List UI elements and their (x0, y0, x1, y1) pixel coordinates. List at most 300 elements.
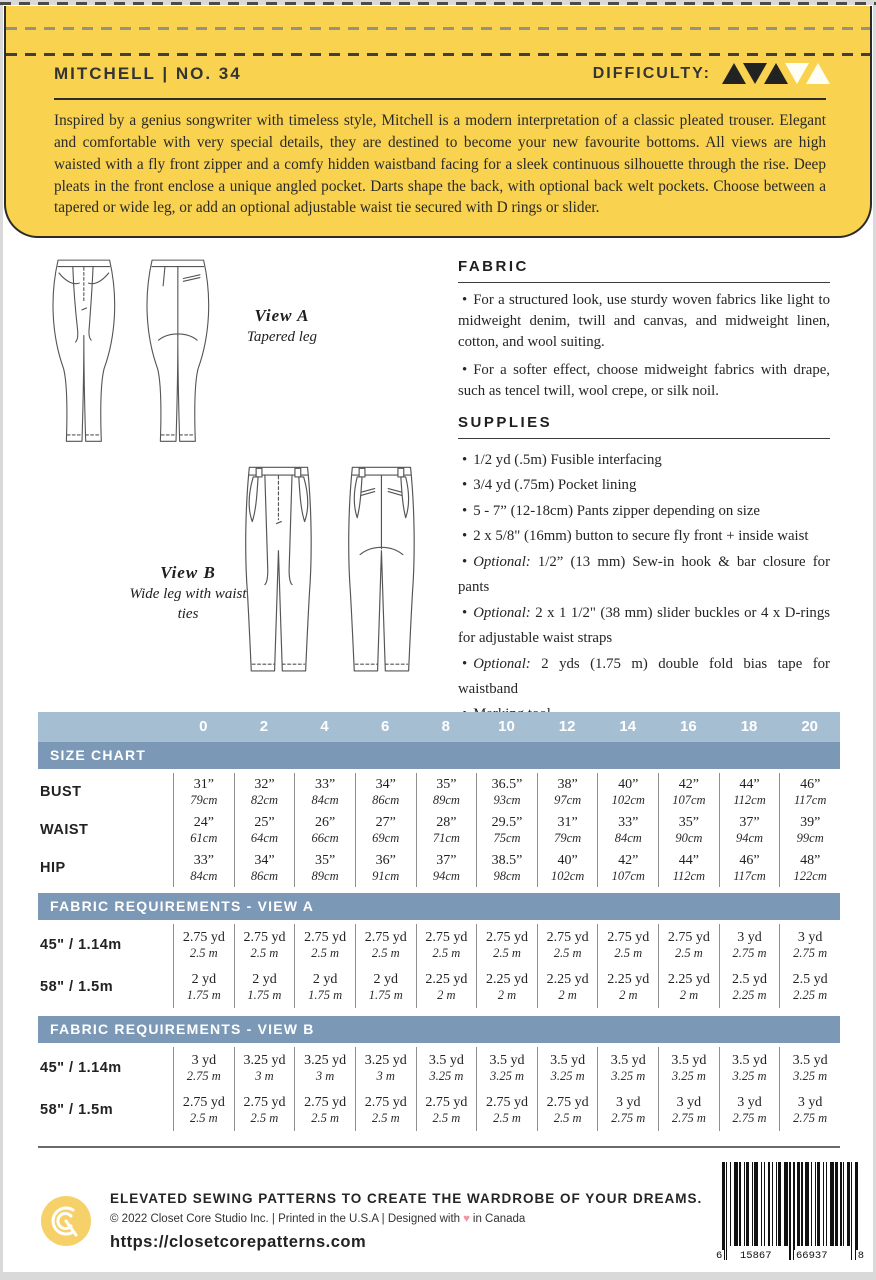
value-secondary: 84cm (614, 830, 642, 845)
value-primary: 2.75 yd (364, 1094, 407, 1110)
value-primary: 38.5” (491, 852, 523, 868)
view-a-req-row-cell (537, 966, 598, 1008)
value-secondary: 94cm (736, 830, 764, 845)
view-a-req-row-cell (597, 924, 658, 966)
size-chart-row-cell (719, 849, 780, 887)
barcode-bar (811, 1162, 812, 1246)
value-primary: 42” (678, 776, 699, 792)
view-b-req-row-cell (476, 1047, 537, 1089)
value-primary: 2.75 yd (485, 929, 528, 945)
value-primary: 28” (436, 814, 457, 830)
charts-section (38, 712, 840, 1131)
value-secondary: 75cm (493, 830, 521, 845)
barcode-bar (826, 1162, 827, 1246)
view-b-req-row-cell (537, 1047, 598, 1089)
value-primary: 35” (678, 814, 699, 830)
value-primary: 46” (739, 852, 760, 868)
view-b-requirements-band (38, 1016, 840, 1043)
view-a-req-row-cell (416, 924, 477, 966)
value-secondary: 89cm (311, 868, 339, 883)
footer-copyright (110, 1213, 525, 1225)
size-chart-row-cell (294, 773, 355, 811)
value-primary: 2.75 yd (425, 1094, 468, 1110)
value-secondary: 2.5 m (250, 945, 279, 960)
fabric-section (458, 258, 830, 402)
copyright-country: in Canada (472, 1213, 526, 1225)
difficulty-triangles (725, 63, 830, 84)
view-a-req-row-label: 58" / 1.5m (40, 979, 114, 995)
view-b-req-row-cell (719, 1047, 780, 1089)
barcode-bar (764, 1162, 765, 1246)
view-b-req-row-cell (294, 1089, 355, 1131)
value-primary: 3 yd (797, 1094, 823, 1110)
difficulty-label: DIFFICULTY: (592, 64, 711, 82)
value-secondary: 98cm (493, 868, 521, 883)
value-primary: 34” (254, 852, 275, 868)
barcode-bar (754, 1162, 758, 1246)
value-primary: 2.25 yd (607, 971, 650, 987)
barcode-bar (772, 1162, 773, 1246)
view-b-req-row-cell (779, 1089, 840, 1131)
value-secondary: 2.5 m (371, 945, 400, 960)
value-secondary: 2.75 m (186, 1068, 221, 1083)
value-primary: 3.25 yd (243, 1052, 286, 1068)
size-chart-row-cell (416, 811, 477, 849)
copyright-text: © 2022 Closet Core Studio Inc. | Printed in the U.S.A | Designed with (110, 1213, 461, 1225)
value-primary: 3.5 yd (550, 1052, 586, 1068)
view-a-req-row-cell (476, 924, 537, 966)
size-chart-row-cell (658, 849, 719, 887)
value-secondary: 2.5 m (250, 1110, 279, 1125)
view-b-req-row-cell (476, 1089, 537, 1131)
difficulty-rating (593, 63, 830, 84)
view-b-req-row-cell (234, 1089, 295, 1131)
value-secondary: 2.5 m (189, 1110, 218, 1125)
view-b-req-row-cell (355, 1089, 416, 1131)
footer-divider (38, 1146, 840, 1148)
fabric-heading: FABRIC (458, 258, 830, 283)
size-chart-row-cell (658, 773, 719, 811)
barcode-bar (835, 1162, 838, 1246)
size-chart-row-cell (779, 811, 840, 849)
value-secondary: 3.25 m (429, 1068, 464, 1083)
view-a-req-row-cell (597, 966, 658, 1008)
view-b-req-row-label: 58" / 1.5m (40, 1102, 114, 1118)
size-chart-row-cell (173, 811, 234, 849)
value-secondary: 2.5 m (311, 1110, 339, 1125)
size-chart-band-label: SIZE CHART (50, 747, 146, 763)
value-secondary: 2 m (558, 987, 577, 1002)
supplies-list (458, 448, 830, 753)
value-primary: 3 yd (737, 929, 762, 945)
optional-label: Optional: (473, 604, 536, 621)
view-a-req-row-cell (416, 966, 477, 1008)
bullet-glyph: • (462, 604, 468, 621)
view-a-req-row-cell (355, 924, 416, 966)
barcode-bar (801, 1162, 802, 1246)
barcode-bar (722, 1162, 725, 1260)
value-secondary: 86cm (372, 792, 400, 807)
barcode-bar (851, 1162, 852, 1260)
size-chart-row-cell (537, 773, 598, 811)
barcode-bar (784, 1162, 788, 1246)
view-b-req-row-cell (173, 1047, 234, 1089)
view-a-req-row-cell (658, 966, 719, 1008)
value-secondary: 3.25 m (732, 1068, 767, 1083)
size-chart-rows (38, 769, 840, 887)
size-header-corner (38, 712, 173, 742)
size-chart-row-label: HIP (40, 860, 66, 876)
view-a-req-row-cell (294, 966, 355, 1008)
view-b-req-row-cell (173, 1089, 234, 1131)
value-primary: 3.5 yd (732, 1052, 768, 1068)
view-a-front-illustration (36, 250, 128, 457)
size-chart-row-cell (537, 811, 598, 849)
value-secondary: 69cm (372, 830, 400, 845)
value-primary: 2 yd (373, 971, 398, 987)
bullet-item: • Optional: 2 yds (1.75 m) double fold bias tape for waistband (458, 655, 830, 697)
optional-label: Optional: (473, 553, 538, 570)
barcode-bar (761, 1162, 762, 1246)
view-b-req-row-cell (597, 1047, 658, 1089)
header-row (54, 63, 830, 84)
barcode-bar (726, 1162, 727, 1260)
size-chart-row-cell (173, 773, 234, 811)
value-secondary: 2 m (679, 987, 699, 1002)
value-secondary: 122cm (793, 868, 827, 883)
view-b-req-row-cell (355, 1047, 416, 1089)
barcode-bar (789, 1162, 790, 1260)
barcode-bar (805, 1162, 809, 1246)
view-a-req-row (38, 924, 840, 966)
size-chart-row-cell (355, 773, 416, 811)
view-a-back-illustration (130, 250, 222, 457)
value-secondary: 93cm (493, 792, 521, 807)
value-primary: 46” (800, 776, 821, 792)
value-secondary: 2.75 m (671, 1110, 706, 1125)
bullet-glyph: • (462, 452, 468, 468)
size-chart-row-cell (597, 773, 658, 811)
size-header-cell: 0 (199, 718, 208, 735)
value-secondary: 2.5 m (432, 1110, 461, 1125)
value-secondary: 79cm (190, 792, 218, 807)
value-primary: 3.5 yd (792, 1052, 828, 1068)
value-secondary: 2.5 m (493, 945, 521, 960)
value-secondary: 3 m (255, 1068, 274, 1083)
difficulty-triangle-empty-up (806, 63, 830, 84)
value-primary: 33” (314, 776, 336, 792)
size-chart-row (38, 849, 840, 887)
value-primary: 2.75 yd (667, 929, 710, 945)
bullet-item: • For a softer effect, choose midweight fabrics with drape, such as tencel twill, wool crepe, or silk noil. (458, 362, 830, 399)
value-secondary: 2 m (619, 987, 638, 1002)
view-a-req-row-cell (719, 966, 780, 1008)
value-secondary: 2.25 m (793, 987, 828, 1002)
value-primary: 40” (557, 852, 578, 868)
size-header-cell: 20 (801, 718, 819, 735)
value-primary: 32” (254, 776, 275, 792)
value-primary: 2.25 yd (485, 971, 528, 987)
value-primary: 2.75 yd (304, 929, 347, 945)
value-secondary: 82cm (250, 792, 278, 807)
heart-icon: ♥ (463, 1213, 470, 1225)
value-secondary: 3 m (315, 1068, 335, 1083)
value-primary: 2 yd (252, 971, 277, 987)
view-b-name: View B (160, 563, 216, 582)
value-primary: 3 yd (737, 1094, 762, 1110)
barcode-bar (843, 1162, 844, 1246)
barcode-bar (817, 1162, 820, 1246)
view-b-req-row-cell (537, 1089, 598, 1131)
size-chart-row-cell (537, 849, 598, 887)
perforation-line-low (6, 53, 870, 56)
value-primary: 39” (800, 814, 821, 830)
value-secondary: 2.5 m (675, 945, 703, 960)
value-secondary: 3.25 m (550, 1068, 585, 1083)
size-chart-row-cell (294, 811, 355, 849)
supplies-heading: SUPPLIES (458, 414, 830, 439)
value-secondary: 61cm (190, 830, 218, 845)
value-secondary: 91cm (372, 868, 400, 883)
value-primary: 2.75 yd (425, 929, 468, 945)
barcode-digit-trail: 8 (857, 1250, 864, 1262)
barcode-bar (739, 1162, 740, 1246)
value-primary: 3.25 yd (304, 1052, 347, 1068)
view-a-req-row-cell (294, 924, 355, 966)
value-primary: 2 yd (191, 971, 217, 987)
value-secondary: 3.25 m (611, 1068, 646, 1083)
value-secondary: 2.5 m (189, 945, 218, 960)
value-primary: 36” (375, 852, 396, 868)
view-b-label (118, 563, 258, 624)
size-chart-row-cell (476, 773, 537, 811)
view-b-req-row-cell (294, 1047, 355, 1089)
size-chart-row-label: BUST (40, 784, 82, 800)
value-primary: 2.5 yd (732, 971, 768, 987)
size-chart-row-cell (719, 811, 780, 849)
perforation-line-top (0, 2, 876, 5)
value-secondary: 2.75 m (732, 945, 767, 960)
value-secondary: 1.75 m (308, 987, 343, 1002)
barcode-bar (840, 1162, 841, 1246)
size-chart-row-cell (416, 849, 477, 887)
barcode-bar (734, 1162, 738, 1246)
view-b-req-row-cell (234, 1047, 295, 1089)
size-chart-row-cell (355, 811, 416, 849)
barcode-digit-group2: 66937 (796, 1250, 828, 1262)
value-primary: 40” (618, 776, 639, 792)
view-b-req-row-cell (658, 1089, 719, 1131)
perforation-line-mid (6, 27, 870, 30)
value-primary: 24” (193, 814, 214, 830)
size-header-cell: 16 (680, 718, 697, 735)
view-a-requirements-label: FABRIC REQUIREMENTS - VIEW A (50, 898, 315, 914)
value-primary: 29.5” (491, 814, 523, 830)
size-header-row (38, 712, 840, 742)
value-primary: 35” (436, 776, 457, 792)
value-secondary: 2.5 m (311, 945, 339, 960)
bullet-item: • For a structured look, use sturdy woven fabrics like light to midweight denim, twill and canvas, and midweight linen, cotton, and wool suiting. (458, 292, 830, 350)
view-b-req-row-cell (416, 1047, 477, 1089)
value-primary: 2.75 yd (182, 929, 225, 945)
value-secondary: 3 m (376, 1068, 395, 1083)
pattern-title: MITCHELL | NO. 34 (54, 63, 242, 83)
size-header-cell: 12 (558, 718, 576, 735)
value-secondary: 84cm (190, 868, 218, 883)
supplies-section (458, 414, 830, 753)
value-primary: 2.25 yd (546, 971, 589, 987)
size-chart-band (38, 742, 840, 769)
value-secondary: 86cm (250, 868, 278, 883)
view-b-req-row-label: 45" / 1.14m (40, 1060, 122, 1076)
value-primary: 3 yd (616, 1094, 641, 1110)
value-primary: 2.5 yd (792, 971, 828, 987)
value-primary: 31” (193, 776, 214, 792)
size-chart-row-label: WAIST (40, 822, 89, 838)
value-secondary: 2.5 m (553, 945, 582, 960)
barcode-digit-lead: 6 (716, 1250, 723, 1262)
value-primary: 42” (618, 852, 639, 868)
value-primary: 2.75 yd (607, 929, 650, 945)
value-secondary: 1.75 m (186, 987, 221, 1002)
value-secondary: 3.25 m (793, 1068, 828, 1083)
view-a-req-row (38, 966, 840, 1008)
size-chart-row (38, 773, 840, 811)
view-a-req-row-cell (719, 924, 780, 966)
value-primary: 25” (254, 814, 275, 830)
view-a-label (222, 306, 342, 348)
view-a-requirements-rows (38, 920, 840, 1008)
value-secondary: 64cm (250, 830, 278, 845)
size-chart-row-cell (234, 849, 295, 887)
size-chart-row-cell (173, 849, 234, 887)
value-primary: 2.25 yd (667, 971, 710, 987)
bullet-item: • Optional: 2 x 1 1/2" (38 mm) slider buckles or 4 x D-rings for adjustable waist straps (458, 604, 830, 647)
view-a-req-row-label: 45" / 1.14m (40, 937, 122, 953)
size-chart-row-cell (234, 773, 295, 811)
value-primary: 3.5 yd (489, 1052, 525, 1068)
bullet-glyph: • (462, 362, 468, 378)
value-secondary: 112cm (733, 792, 766, 807)
value-primary: 2.75 yd (546, 929, 589, 945)
value-secondary: 2.5 m (432, 945, 461, 960)
value-secondary: 112cm (672, 868, 706, 883)
value-primary: 44” (678, 852, 699, 868)
view-a-req-row-cell (779, 966, 840, 1008)
size-chart-row-cell (234, 811, 295, 849)
view-b-requirements-rows (38, 1043, 840, 1131)
value-secondary: 84cm (311, 792, 339, 807)
value-secondary: 2.5 m (371, 1110, 400, 1125)
value-secondary: 2.25 m (732, 987, 767, 1002)
value-primary: 2.75 yd (243, 1094, 286, 1110)
value-primary: 33” (193, 852, 214, 868)
value-secondary: 2.5 m (493, 1110, 521, 1125)
barcode-bar (847, 1162, 850, 1246)
view-b-req-row (38, 1047, 840, 1089)
value-primary: 26” (314, 814, 336, 830)
size-chart-row-cell (476, 849, 537, 887)
view-a-req-row-cell (173, 924, 234, 966)
view-b-requirements-label: FABRIC REQUIREMENTS - VIEW B (50, 1021, 315, 1037)
view-b-subtitle: Wide leg with waist ties (129, 586, 247, 622)
value-secondary: 3.25 m (671, 1068, 706, 1083)
value-secondary: 2.75 m (793, 945, 828, 960)
value-secondary: 2.5 m (553, 1110, 582, 1125)
value-secondary: 89cm (432, 792, 460, 807)
barcode-bar (855, 1162, 858, 1260)
view-b-req-row-cell (719, 1089, 780, 1131)
bullet-item: • Optional: 1/2” (13 mm) Sew-in hook & bar closure for pants (458, 553, 830, 596)
website-url: https://closetcorepatterns.com (110, 1233, 367, 1251)
value-secondary: 79cm (554, 830, 582, 845)
view-a-req-row-cell (658, 924, 719, 966)
pattern-description: Inspired by a genius songwriter with timeless style, Mitchell is a modern interpretation of a classic pleated trouser. Elegant and comfortable with very special details, they are destined to become your new favourite bottoms. All views are high waisted with a fly front zipper and a comfy hidden waistband facing for a sleek continuous silhouette through the rise. Deep pleats in the front enclose a unique angled pocket. Darts shape the back, with optional back welt pockets. Choose between a tapered or wide leg, or add an optional adjustable waist tie secured with D rings or slider. (54, 112, 826, 217)
bullet-glyph: • (462, 502, 468, 519)
value-secondary: 71cm (432, 830, 460, 845)
value-primary: 2 yd (312, 971, 338, 987)
barcode-bar (823, 1162, 824, 1246)
view-a-name: View A (254, 306, 310, 325)
value-primary: 37” (436, 852, 457, 868)
value-secondary: 97cm (554, 792, 582, 807)
closet-core-logo-icon (40, 1195, 92, 1252)
value-secondary: 2.75 m (611, 1110, 646, 1125)
size-chart-row-cell (719, 773, 780, 811)
value-secondary: 2.75 m (732, 1110, 767, 1125)
size-header-cell: 14 (619, 718, 637, 735)
bullet-item: • 2 x 5/8" (16mm) button to secure fly front + inside waist (458, 524, 830, 549)
view-b-back-illustration (331, 460, 428, 686)
value-primary: 38” (557, 776, 578, 792)
value-secondary: 107cm (672, 792, 706, 807)
size-chart-row-cell (658, 811, 719, 849)
size-chart-row-cell (779, 773, 840, 811)
value-primary: 37” (739, 814, 760, 830)
bullet-glyph: • (462, 553, 468, 570)
barcode-bar (768, 1162, 771, 1246)
view-a-req-row-cell (355, 966, 416, 1008)
value-secondary: 90cm (675, 830, 703, 845)
optional-label: Optional: (473, 655, 542, 672)
value-primary: 3 yd (797, 929, 823, 945)
header-panel (4, 6, 872, 238)
barcode-bars (722, 1162, 858, 1260)
bullet-item: • 1/2 yd (.5m) Fusible interfacing (458, 448, 830, 473)
bullet-item: • 5 - 7” (12-18cm) Pants zipper depending on size (458, 499, 830, 524)
bullet-glyph: • (462, 528, 468, 545)
barcode-bar (793, 1162, 794, 1260)
value-primary: 44” (739, 776, 760, 792)
view-a-req-row-cell (476, 966, 537, 1008)
barcode-bar (776, 1162, 777, 1246)
value-secondary: 2.75 m (793, 1110, 828, 1125)
size-header-cell: 8 (441, 718, 451, 735)
size-header-cell: 4 (320, 718, 329, 735)
value-primary: 31” (557, 814, 578, 830)
barcode-bar (815, 1162, 816, 1246)
size-chart-row-cell (476, 811, 537, 849)
view-a-req-row-cell (234, 924, 295, 966)
value-secondary: 94cm (432, 868, 460, 883)
value-primary: 33” (618, 814, 639, 830)
value-primary: 2.75 yd (243, 929, 286, 945)
size-chart-row-cell (294, 849, 355, 887)
value-primary: 3.5 yd (610, 1052, 646, 1068)
view-a-req-row-cell (537, 924, 598, 966)
value-primary: 2.75 yd (304, 1094, 347, 1110)
view-a-req-row-cell (779, 924, 840, 966)
